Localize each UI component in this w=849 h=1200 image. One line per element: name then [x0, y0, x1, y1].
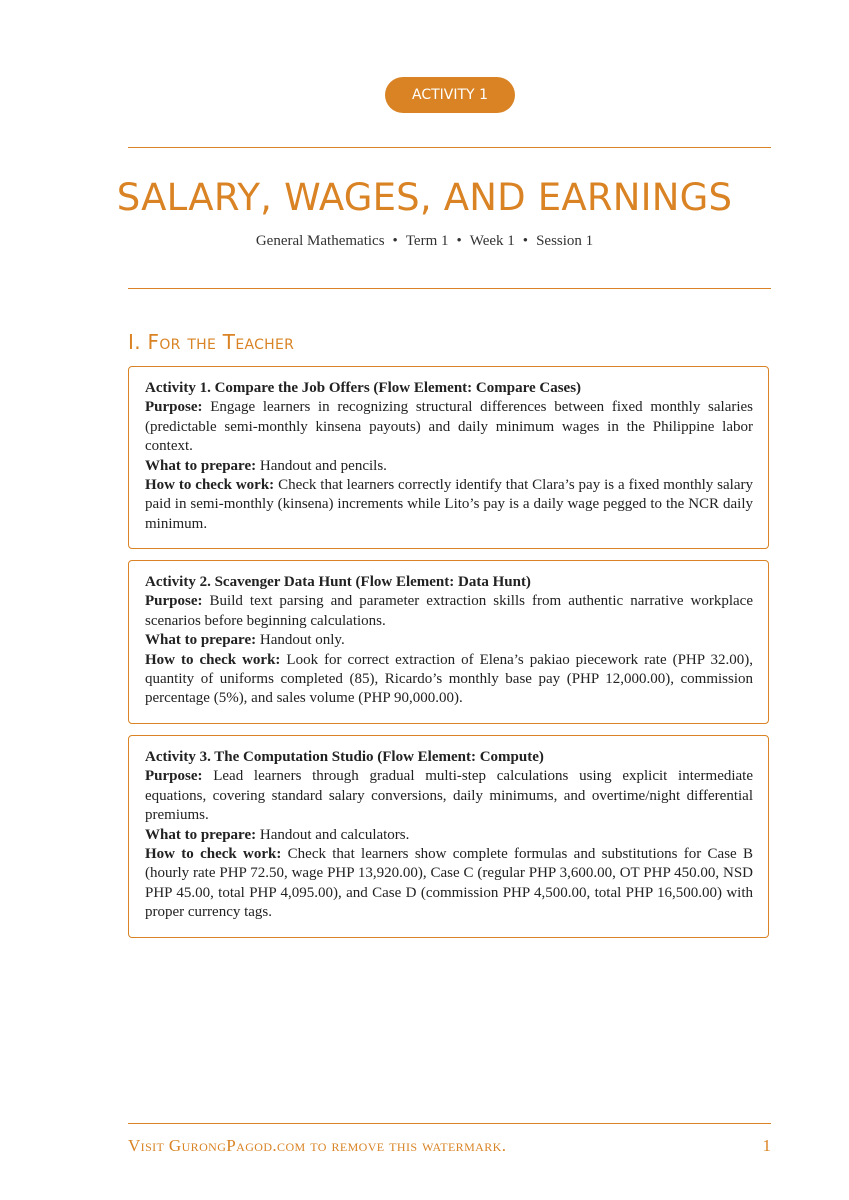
prepare-label: What to prepare: [145, 457, 257, 474]
activity-heading: Activity 1. Compare the Job Offers (Flow Element: Compare Cases) [145, 380, 582, 396]
purpose-text: Build text parsing and parameter extraction skills from authentic narrative workplace scenarios before beginning calculations. [145, 593, 753, 629]
footer-watermark-link[interactable]: Visit GurongPagod.com to remove this watermark. [128, 1136, 507, 1155]
activity-card-2 [128, 560, 769, 724]
subtitle-term: Term 1 [405, 233, 449, 249]
prepare-text: Handout and calculators. [259, 826, 410, 843]
subtitle-separator: • [392, 233, 398, 249]
check-label: How to check work: [145, 477, 275, 494]
page-subtitle [0, 233, 849, 250]
check-text: Look for correct extraction of Elena’s pakiao piecework rate (PHP 32.00), quantity of uniforms completed (85), Ricardo’s monthly base pay (PHP 12,000.00), commission percentage (5%), and sales volume (PHP 90,000.00). [145, 651, 754, 707]
page-title: SALARY, WAGES, AND EARNINGS [116, 176, 733, 219]
prepare-text: Handout only. [259, 632, 345, 649]
check-text: Check that learners show complete formulas and substitutions for Case B (hourly rate PHP 72.50, wage PHP 13,920.00), Case C (regular PHP 3,600.00, OT PHP 450.00, NSD PHP 45.00, total PHP 4,095.00), and Case D (commission PHP 4,500.00, total PHP 16,500.00) with proper currency tags. [145, 846, 753, 921]
activity-heading: Activity 3. The Computation Studio (Flow Element: Compute) [145, 749, 544, 765]
check-label: How to check work: [145, 651, 281, 668]
subtitle-separator: • [456, 233, 462, 249]
prepare-label: What to prepare: [145, 632, 257, 649]
prepare-text: Handout and pencils. [259, 457, 387, 474]
page-number: 1 [762, 1136, 771, 1155]
subtitle-session: Session 1 [536, 233, 594, 249]
activity-badge: ACTIVITY 1 [385, 77, 515, 113]
subtitle-course: General Mathematics [255, 233, 385, 249]
purpose-text: Engage learners in recognizing structural differences between fixed monthly salaries (predictable semi-monthly kinsena payouts) and daily minimum wages in the Philippine labor context. [145, 399, 754, 455]
purpose-label: Purpose: [145, 593, 203, 610]
check-text: Check that learners correctly identify that Clara’s pay is a fixed monthly salary paid in semi-monthly (kinsena) increments while Lito’s pay is a daily wage pegged to the NCR daily minimum. [145, 477, 753, 532]
section-heading: I. For the Teacher [128, 330, 295, 354]
activity-heading: Activity 2. Scavenger Data Hunt (Flow Element: Data Hunt) [145, 574, 531, 590]
activity-card-3 [128, 735, 769, 938]
header-top-rule [128, 147, 771, 148]
prepare-label: What to prepare: [145, 826, 257, 843]
purpose-label: Purpose: [145, 768, 203, 785]
purpose-label: Purpose: [145, 399, 203, 416]
check-label: How to check work: [145, 846, 282, 863]
footer-rule [128, 1123, 771, 1124]
subtitle-week: Week 1 [469, 233, 515, 249]
subtitle-separator: • [522, 233, 529, 249]
header-bottom-rule [128, 288, 771, 289]
activity-card-1 [128, 366, 769, 549]
purpose-text: Lead learners through gradual multi-step calculations using explicit intermediate equations, covering standard salary conversions, daily minimums, and overtime/night differential premiums. [145, 768, 754, 824]
